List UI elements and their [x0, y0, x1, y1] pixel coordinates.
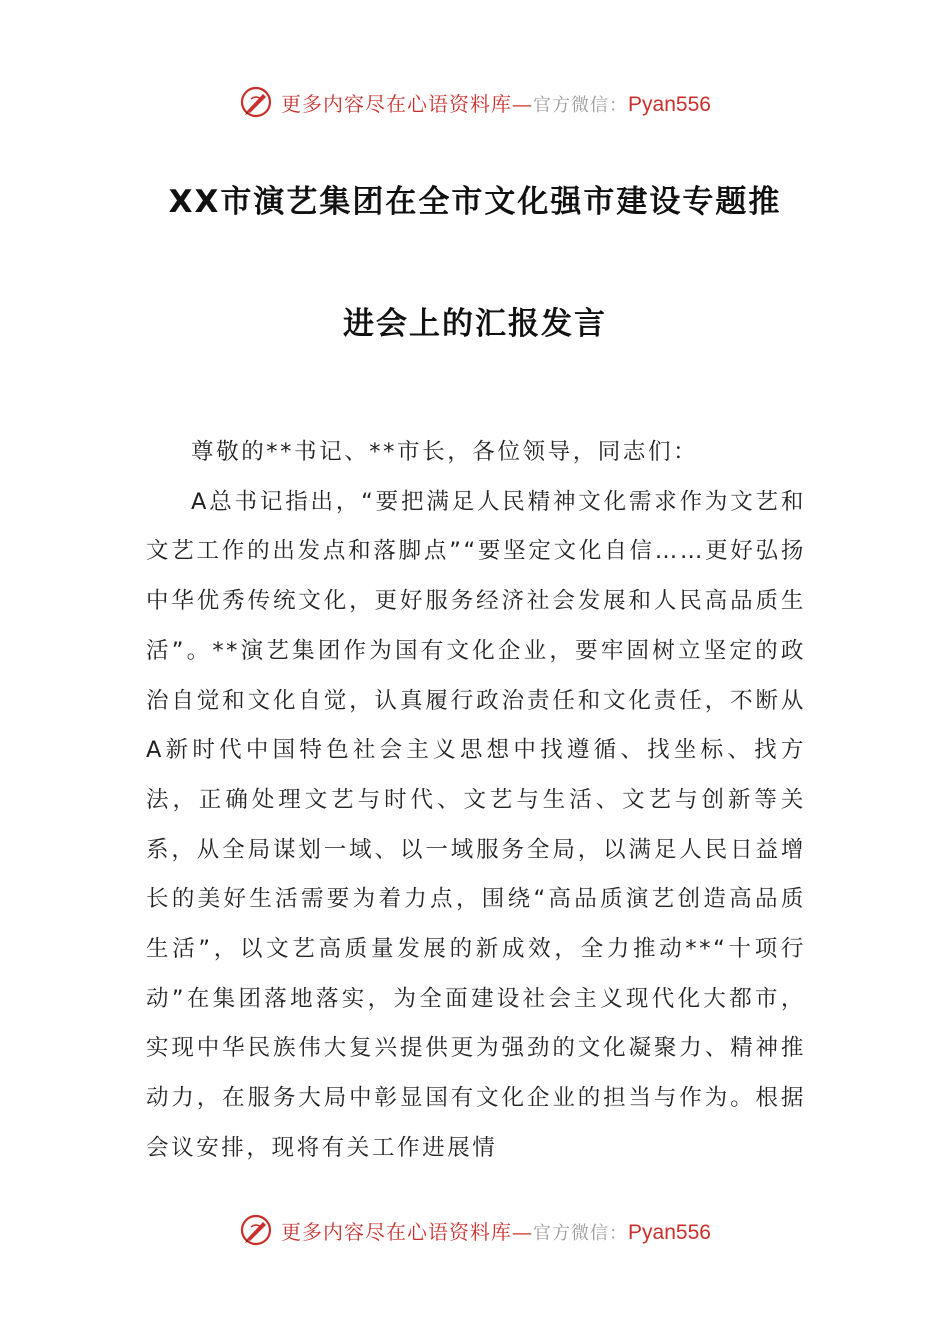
header-watermark — [0, 82, 950, 122]
watermark-separator: — — [512, 1219, 534, 1244]
watermark-separator: — — [512, 91, 534, 116]
watermark-text — [281, 1216, 711, 1245]
watermark-wechat-id: Pyan556 — [628, 92, 711, 116]
footer-watermark — [0, 1210, 950, 1250]
document-body — [146, 428, 806, 1174]
watermark-wechat-id: Pyan556 — [628, 1220, 711, 1244]
salutation: 尊敬的**书记、**市长，各位领导，同志们： — [191, 439, 699, 465]
watermark-text — [281, 88, 711, 117]
pen-circle-logo-icon — [239, 85, 273, 119]
watermark-label: 官方微信： — [533, 94, 629, 116]
pen-circle-logo-icon — [239, 1213, 273, 1247]
body-paragraph: A总书记指出，“要把满足人民精神文化需求作为文艺和文艺工作的出发点和落脚点”“要坚定文化自信……更好弘扬中华优秀传统文化，更好服务经济社会发展和人民高品质生活”。**演艺集团作为国有文化企业，要牢固树立坚定的政治自觉和文化自觉，认真履行政治责任和文化责任，不断从A新时代中国特色社会主义思想中找遵循、找坐标、找方法，正确处理文艺与时代、文艺与生活、文艺与创新等关系，从全局谋划一域、以一域服务全局，以满足人民日益增长的美好生活需要为着力点，围绕“高品质演艺创造高品质生活”，以文艺高质量发展的新成效，全力推动**“十项行动”在集团落地落实，为全面建设社会主义现代化大都市，实现中华民族伟大复兴提供更为强劲的文化凝聚力、精神推动力，在服务大局中彰显国有文化企业的担当与作为。根据会议安排，现将有关工作进展情 — [146, 488, 806, 1161]
document-title-line1: XX市演艺集团在全市文化强市建设专题推 — [168, 184, 782, 220]
document-title-line2: 进会上的汇报发言 — [343, 306, 607, 342]
watermark-name: 更多内容尽在心语资料库 — [281, 91, 513, 116]
watermark-label: 官方微信： — [533, 1222, 629, 1244]
watermark-name: 更多内容尽在心语资料库 — [281, 1219, 513, 1244]
